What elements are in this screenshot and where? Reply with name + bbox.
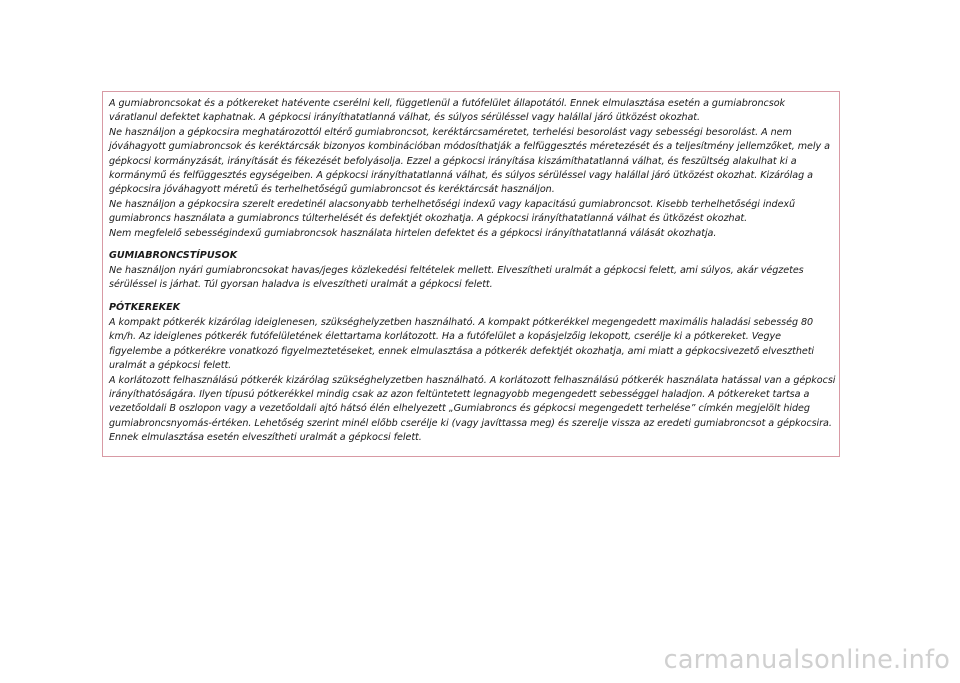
section-heading-tire-types: GUMIABRONCSTÍPUSOK [109, 250, 238, 262]
warning-paragraph-wheel-replacement: A gumiabroncsokat és a pótkereket hatévente cserélni kell, függetlenül a futófelület állapotától. Ennek elmulasztása esetén a gumiabroncsok váratlanul defektet kaphatnak. A gépkocsi irányíthatatlanná válhat, és súlyos sérüléssel vagy halállal járó ütközést okozhat. [109, 98, 786, 124]
warning-box [102, 91, 840, 457]
warning-paragraph-load-index: Ne használjon a gépkocsira szerelt eredetinél alacsonyabb terhelhetőségi indexű vagy kapacitású gumiabroncsot. Kisebb terhelhetőségi indexű gumiabroncs használata a gumiabroncs túlterhelését és defektjét okozhatja. A gépkocsi irányíthatatlanná válhat és ütközést okozhat. [109, 198, 796, 225]
warning-paragraph-approved-sizes: Ne használjon a gépkocsira meghatározottól eltérő gumiabroncsot, keréktárcsaméretet, terhelési besorolást vagy sebességi besorolást. A nem jóváhagyott gumiabroncsok és keréktárcsák bizonyos kombinációban módosíthatják a felfüggesztés méretezését és a teljesítmény jellemzőket, mely a gépkocsi kormányzását, irányítását és fékezését befolyásolja. Ezzel a gépkocsi irányítása kiszámíthatatlanná válhat, és feszültség alakulhat ki a kormánymű és felfüggesztés egységeiben. A gépkocsi irányíthatatlanná válhat, és súlyos sérüléssel vagy halállal járó ütközést okozhat. Kizárólag a gépkocsira jóváhagyott méretű és terhelhetőségű gumiabroncsot és keréktárcsát használjon. [109, 126, 830, 196]
warning-paragraph-speed-index: Nem megfelelő sebességindexű gumiabroncsok használata hirtelen defektet és a gépkocsi irányíthatatlanná válását okozhatja. [109, 227, 717, 239]
section-heading-spare-tires: PÓTKEREKEK [109, 301, 181, 313]
spare-tires-paragraph-limited-use: A korlátozott felhasználású pótkerék kizárólag szükséghelyzetben használható. A korlátozott felhasználású pótkerék használata hatással van a gépkocsi irányíthatóságára. Ilyen típusú pótkerékkel mindig csak az azon feltüntetett legnagyobb megengedett sebességgel haladjon. A pótkereket tartsa a vezetőoldali B oszlopon vagy a vezetőoldali ajtó hátsó élén elhelyezett „Gumiabroncs és gépkocsi megengedett terhelése” címkén megjelölt hideg gumiabroncsnyomás-értéken. Lehetőség szerint minél előbb cserélje ki (vagy javíttassa meg) és szerelje vissza az eredeti gumiabroncsot a gépkocsira. Ennek elmulasztása esetén elveszítheti uralmát a gépkocsi felett. [109, 374, 836, 444]
spare-tires-paragraph-compact: A kompakt pótkerék kizárólag ideiglenesen, szükséghelyzetben használható. A kompakt pótkerékkel megengedett maximális haladási sebesség 80 km/h. Az ideiglenes pótkerék futófelületének élettartama korlátozott. Ha a futófelület a kopásjelzőig lekopott, cserélje ki a pótkereket. Vegye figyelembe a pótkerékre vonatkozó figyelmeztetéseket, ennek elmulasztása a pótkerék defektjét okozhatja, ami miatt a gépkocsivezető elvesztheti uralmát a gépkocsi felett. [109, 316, 815, 372]
tire-types-paragraph: Ne használjon nyári gumiabroncsokat havas/jeges közlekedési feltételek mellett. Elveszítheti uralmát a gépkocsi felett, ami súlyos, akár végzetes sérüléssel is járhat. Túl gyorsan haladva is elveszítheti uralmát a gépkocsi felett. [109, 265, 804, 291]
watermark-logo: carmanualsonline.info [663, 645, 950, 675]
